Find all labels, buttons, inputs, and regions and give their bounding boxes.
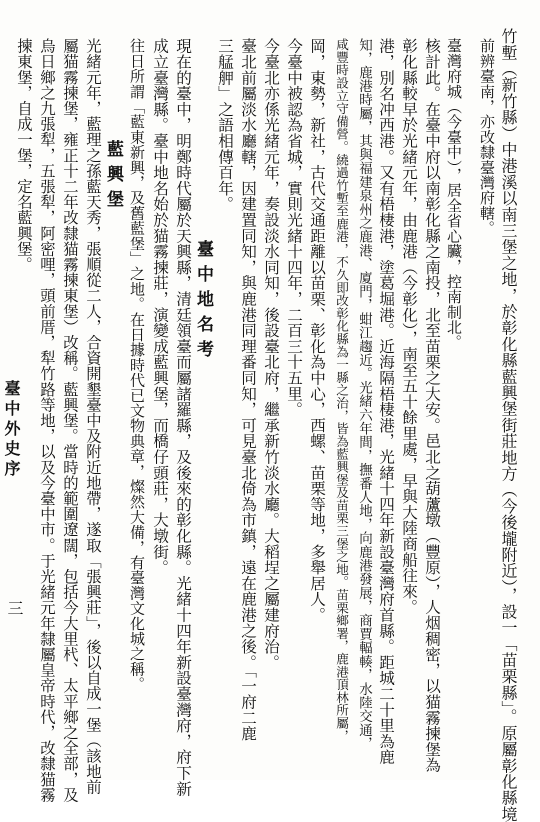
text-column: 岡，東勢，新社，古代交通距離以苗栗、彰化為中心，西螺、苗栗等地，多舉居人。: [308, 38, 326, 623]
text-column: 彰化縣較早於光緒元年，由鹿港（今彰化），南至五十餘里處，早與大陸商船往來。: [400, 38, 418, 615]
text-column: 烏日鄉之九張犁，五張犁，阿密哩，頭前厝，犁竹路等地，以及今臺中市。于光緒元年隸屬皇帝時代，改隸猫霧: [38, 38, 56, 803]
text-column: 今臺北亦係光緒元年，奏設淡水同知，後設臺北府，繼承新竹淡水廳。大稻埕之屬建府治。: [262, 38, 280, 670]
page-number: 三: [5, 600, 24, 616]
text-column: 臺灣府城（今臺中），居全省心臟，控南制北。: [445, 38, 463, 350]
text-column: 臺北前屬淡水廳轄，因建置同知，與鹿港同理番同知，可見臺北倚為市鎮，遠在鹿港之後。「一府二鹿: [239, 38, 257, 742]
text-column: 往日所謂「藍東新興，及舊藍堡」之地。在日據時代已文物典章，燦然大備，有臺灣文化城之稱。: [128, 38, 146, 692]
text-column: 前辨臺南，亦改隸臺灣府轄。: [478, 38, 496, 236]
section-title: 臺中地名考: [193, 240, 213, 365]
text-column: 屬猫霧揀堡，雍正十二年改隸猫霧揀東堡）改稱。藍興堡。當時的範圍遼闊，包括今大里杙、太平鄉之全部，及: [61, 38, 79, 803]
text-column: 咸豐時設立守備營。繞過竹塹至鹿港，不久即改彰化縣為一縣之治，皆為藍興堡及苗栗三堡之地。苗栗鄉署，鹿港頂林所屬，: [334, 38, 349, 742]
text-column: 現在的臺中，明鄭時代屬於天興縣，清廷領臺而屬諸羅縣，及後來的彰化縣。光緒十四年新設臺灣府，府下新: [174, 38, 192, 797]
text-column: 光緒元年，藍理之孫藍天秀，張順從二人，合資開墾臺中及附近地帶，遂取「張興莊」，後以自成一堡（該地前: [84, 38, 102, 795]
text-column: 港，別名冲西港。又有梧棲港，塗葛堀港。近海隔梧棲港，光緒十四年新設臺灣府首縣。距城二十里為鹿: [377, 38, 395, 765]
text-column: 知，鹿港時屬，其與福建泉州之鹿港、廈門，蚶江趨近。光緒六年間，撫番人地，向鹿港發展，商賈輻輳，水陸交通，: [356, 38, 372, 751]
running-head: 臺中外史序: [2, 380, 21, 480]
section-title: 藍興堡: [103, 140, 123, 215]
text-column: 三艋舺」之語相傳百年。: [216, 38, 234, 212]
text-column: 成立臺灣縣。臺中地名始於猫霧揀莊，演變成藍興堡，而橋仔頭莊，大墩街。: [151, 38, 169, 576]
text-column: 核計此。在臺中府以南彰化縣之南投，北至苗栗之大安。邑北之葫蘆墩（豐原），人烟稠密，以猫霧揀堡為: [423, 38, 441, 773]
text-column: 竹塹（新竹縣）中港溪以南三堡之地，於彰化縣藍興堡街莊地方（今後壠附近），設一「苗栗縣」。原屬彰化縣境: [499, 28, 518, 822]
text-column: 揀東堡，自成一堡，定名藍興堡。: [15, 38, 33, 272]
text-column: 今臺中被認為省城，實則光緒十四年，二百三十五里。: [285, 38, 303, 418]
